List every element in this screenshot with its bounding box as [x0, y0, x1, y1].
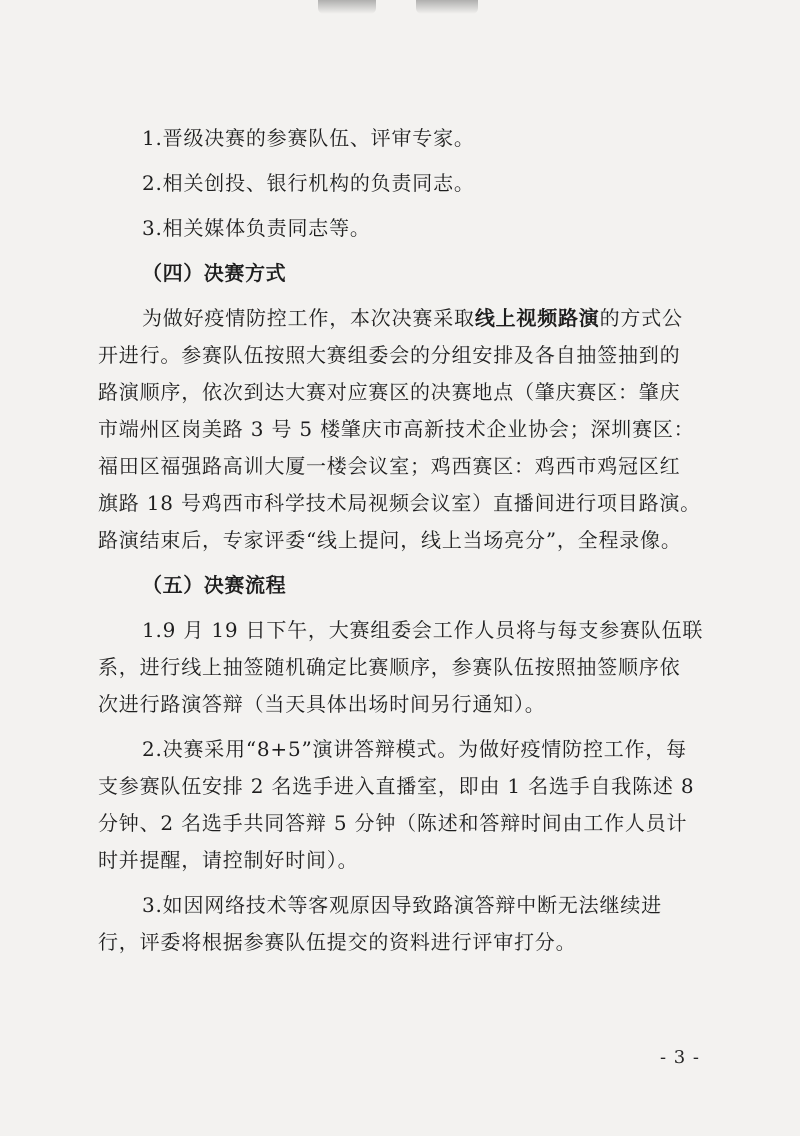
paragraph-line: 旗路 18 号鸡西市科学技术局视频会议室）直播间进行项目路演。: [98, 491, 701, 515]
section-heading-final-format: （四）决赛方式: [142, 261, 287, 285]
process-item-2-line: 分钟、2 名选手共同答辩 5 分钟（陈述和答辩时间由工作人员计: [98, 811, 688, 835]
highlight-text: 线上视频路演: [474, 306, 600, 330]
page-number: - 3 -: [659, 1047, 700, 1068]
process-item-2-line: 支参赛队伍安排 2 名选手进入直播室，即由 1 名选手自我陈述 8: [98, 774, 695, 798]
scan-artifact: [416, 0, 478, 14]
process-item-2-line: 时并提醒，请控制好时间）。: [98, 848, 359, 872]
process-item-3-line: 3.如因网络技术等客观原因导致路演答辩中断无法继续进: [142, 893, 662, 917]
attendee-item-1: 1.晋级决赛的参赛队伍、评审专家。: [142, 126, 475, 150]
attendee-item-3: 3.相关媒体负责同志等。: [142, 216, 371, 240]
paragraph-line: 市端州区岗美路 3 号 5 楼肇庆市高新技术企业协会；深圳赛区：: [98, 417, 695, 441]
process-item-1-line: 系，进行线上抽签随机确定比赛顺序，参赛队伍按照抽签顺序依: [98, 655, 681, 679]
attendee-item-2: 2.相关创投、银行机构的负责同志。: [142, 171, 475, 195]
section-heading-final-process: （五）决赛流程: [142, 573, 287, 597]
process-item-1-line: 1.9 月 19 日下午，大赛组委会工作人员将与每支参赛队伍联: [142, 618, 704, 642]
paragraph-line: [98, 300, 704, 337]
paragraph-line: 福田区福强路高训大厦一楼会议室；鸡西赛区：鸡西市鸡冠区红: [98, 454, 681, 478]
paragraph-line: 路演顺序，依次到达大赛对应赛区的决赛地点（肇庆赛区：肇庆: [98, 380, 681, 404]
process-item-1-line: 次进行路演答辩（当天具体出场时间另行通知）。: [98, 692, 546, 716]
document-body: [98, 120, 704, 961]
paragraph-line: 开进行。参赛队伍按照大赛组委会的分组安排及各自抽签抽到的: [98, 343, 681, 367]
paragraph-text: 的方式公: [599, 306, 683, 330]
process-item-3-line: 行，评委将根据参赛队伍提交的资料进行评审打分。: [98, 930, 577, 954]
process-item-2-line: 2.决赛采用“8+5”演讲答辩模式。为做好疫情防控工作，每: [142, 737, 687, 761]
paragraph-text: 为做好疫情防控工作，本次决赛采取: [142, 306, 475, 330]
scan-artifact: [318, 0, 376, 14]
paragraph-line: 路演结束后，专家评委“线上提问，线上当场亮分”，全程录像。: [98, 528, 682, 552]
